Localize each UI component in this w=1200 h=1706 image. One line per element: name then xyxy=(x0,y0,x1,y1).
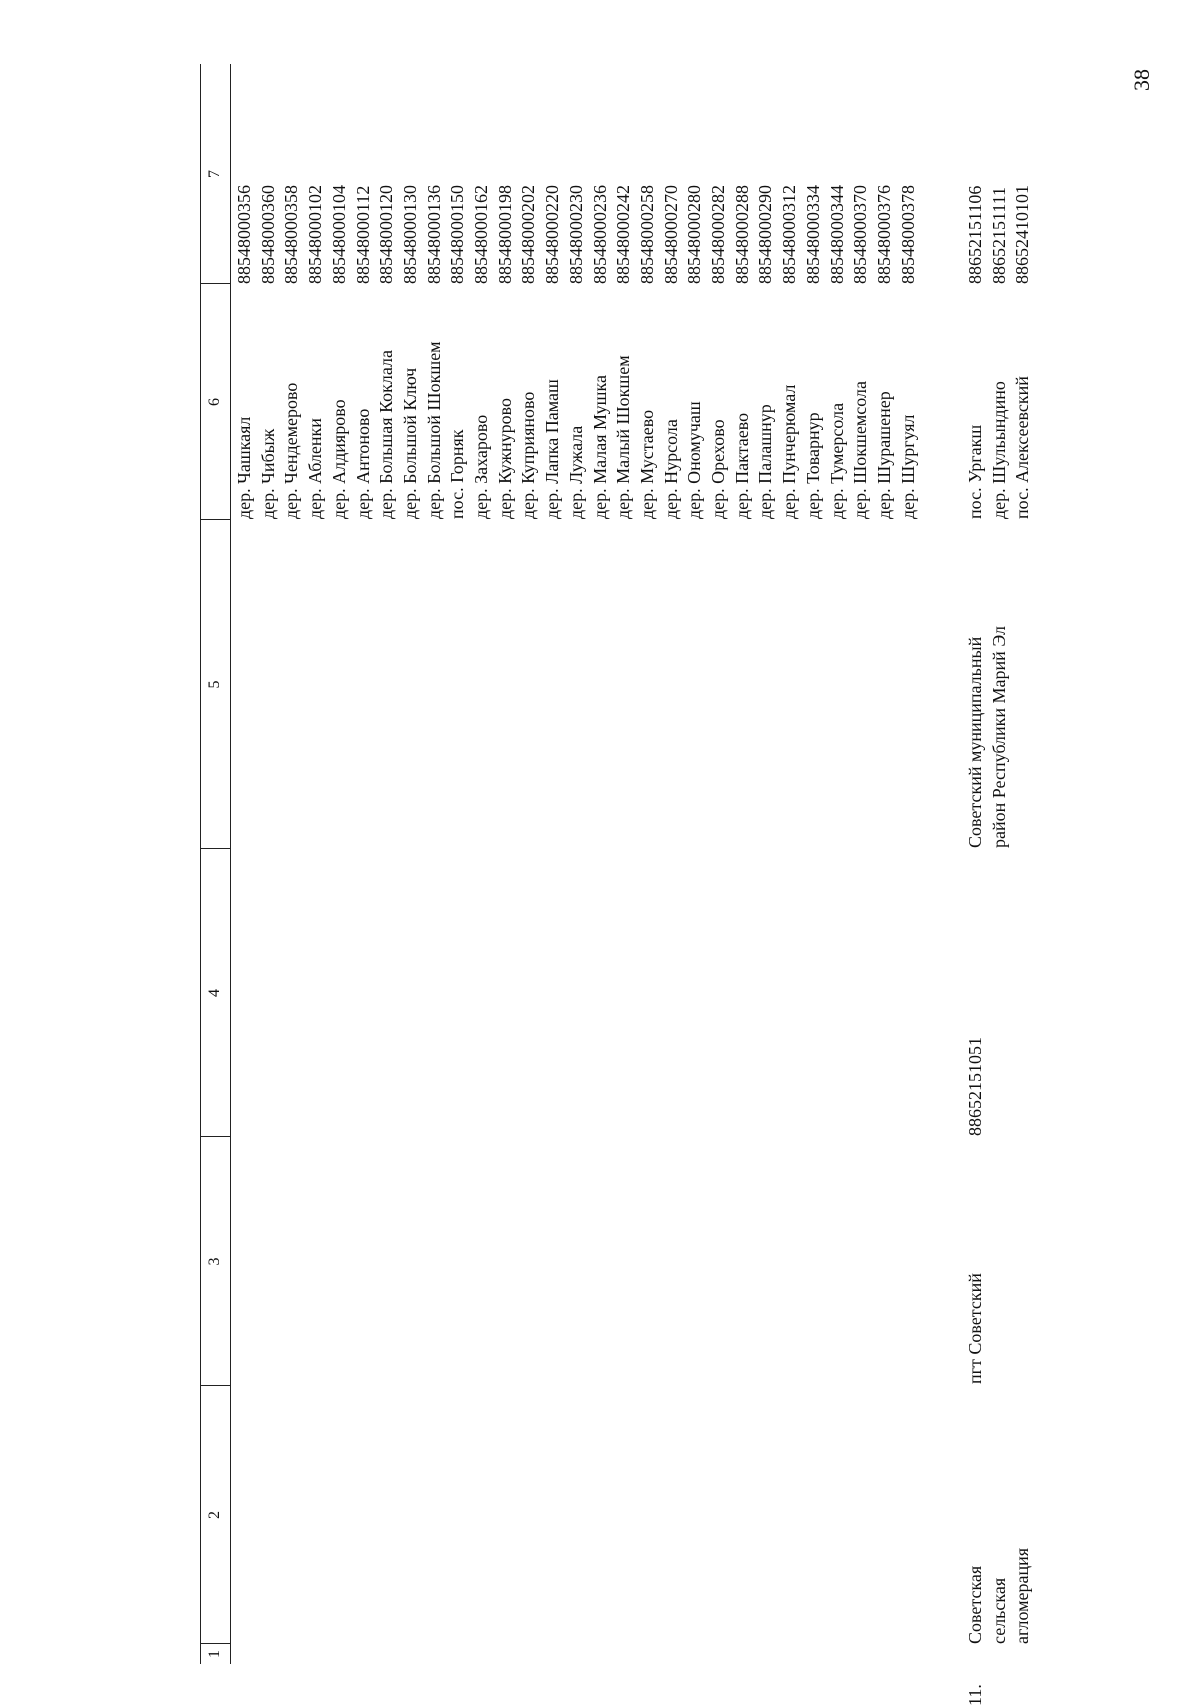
agglomeration-name-line: сельская xyxy=(988,1577,1009,1644)
settlement-code: 88548000104 xyxy=(328,185,349,284)
settlement-code: 88548000378 xyxy=(897,185,918,284)
settlement-name: дер. Орехово xyxy=(708,419,729,519)
settlement-code: 88548000202 xyxy=(518,185,539,284)
settlement-code: 88548000220 xyxy=(542,185,563,284)
row-number: 11. xyxy=(965,1684,985,1706)
settlement-code: 88548000242 xyxy=(613,185,634,284)
settlement-code: 88548000112 xyxy=(352,185,373,284)
settlement-name: дер. Тумерсола xyxy=(826,402,847,519)
settlement-name: дер. Палашнур xyxy=(755,404,776,519)
settlement-name: дер. Большая Коклала xyxy=(376,349,397,519)
column-number-1: 1 xyxy=(206,1650,223,1658)
settlement-code: 88652151106 xyxy=(965,185,985,284)
center-name: пгт Советский xyxy=(965,1273,985,1384)
settlement-code: 88548000198 xyxy=(494,185,515,284)
settlement-code: 88548000150 xyxy=(447,185,468,284)
settlement-name: дер. Пунчерюмал xyxy=(779,384,800,519)
settlement-code: 88548000288 xyxy=(731,185,752,284)
settlement-name: дер. Большой Шокшем xyxy=(423,341,444,519)
district-name-line: Советский муниципальный xyxy=(965,636,985,848)
district-name-line: район Республики Марий Эл xyxy=(988,626,1009,848)
agglomeration-name-line: Советская xyxy=(965,1565,985,1644)
column-number-6: 6 xyxy=(206,398,223,406)
agglomeration-name xyxy=(964,1548,1035,1644)
center-code: 88652151051 xyxy=(965,1037,985,1136)
settlement-code: 88652151111 xyxy=(988,187,1009,284)
settlement-code: 88548000162 xyxy=(471,185,492,284)
settlement-code: 88548000120 xyxy=(376,185,397,284)
settlement-code-list xyxy=(233,185,920,284)
settlement-name: дер. Абленки xyxy=(305,418,326,519)
settlement-code: 88548000130 xyxy=(399,185,420,284)
settlement-name: дер. Чендемерово xyxy=(281,382,302,519)
district-name xyxy=(964,626,1011,848)
page-number: 38 xyxy=(1129,69,1154,91)
column-number-7: 7 xyxy=(206,170,223,178)
settlement-name: пос. Алексеевский xyxy=(1012,376,1033,519)
settlement-name: дер. Малый Шокшем xyxy=(613,355,634,519)
settlement-code: 88548000290 xyxy=(755,185,776,284)
settlement-code: 88548000270 xyxy=(660,185,681,284)
column-number-4: 4 xyxy=(206,989,223,997)
column-number-2: 2 xyxy=(206,1511,223,1519)
settlement-name: дер. Лапка Памаш xyxy=(542,379,563,519)
settlement-name: дер. Пактаево xyxy=(731,412,752,519)
landscape-table xyxy=(200,64,1100,1706)
column-number-3: 3 xyxy=(206,1257,223,1266)
settlement-code: 88548000370 xyxy=(850,185,871,284)
settlement-name: дер. Куприяново xyxy=(518,391,539,519)
settlement-name: дер. Шокшемсола xyxy=(850,380,871,519)
settlement-name: дер. Лужала xyxy=(565,425,586,519)
settlement-code: 88548000258 xyxy=(636,185,657,284)
header-bottom-rule xyxy=(230,64,231,1664)
settlement-list xyxy=(964,376,1035,519)
settlement-code: 88548000344 xyxy=(826,185,847,284)
settlement-code: 88548000230 xyxy=(565,185,586,284)
settlement-code: 88548000236 xyxy=(589,185,610,284)
settlement-name: дер. Шульындино xyxy=(988,381,1009,519)
settlement-name: дер. Ономучаш xyxy=(684,401,705,519)
settlement-code: 88548000136 xyxy=(423,185,444,284)
settlement-code: 88548000358 xyxy=(281,185,302,284)
settlement-code: 88652410101 xyxy=(1012,185,1033,284)
column-number-5: 5 xyxy=(206,680,223,689)
header-top-rule xyxy=(200,64,201,1664)
settlement-name: дер. Антоново xyxy=(352,408,373,519)
settlement-code: 88548000356 xyxy=(234,185,254,284)
settlement-name: дер. Большой Ключ xyxy=(399,367,420,519)
settlement-list xyxy=(233,341,920,519)
settlement-code-list xyxy=(964,185,1035,284)
settlement-code: 88548000102 xyxy=(305,185,326,284)
settlement-code: 88548000376 xyxy=(873,185,894,284)
settlement-name: дер. Алдиярово xyxy=(328,399,349,519)
settlement-name: дер. Захарово xyxy=(471,414,492,519)
settlement-name: дер. Нурсола xyxy=(660,419,681,519)
settlement-name: дер. Товарнур xyxy=(802,412,823,519)
settlement-name: пос. Горняк xyxy=(447,429,468,519)
settlement-code: 88548000312 xyxy=(779,185,800,284)
settlement-name: дер. Чибыж xyxy=(257,428,278,519)
settlement-code: 88548000360 xyxy=(257,185,278,284)
settlement-code: 88548000334 xyxy=(802,185,823,284)
settlement-name: дер. Шурашенер xyxy=(873,391,894,519)
settlement-name: дер. Кужнурово xyxy=(494,397,515,519)
agglomeration-name-line: агломерация xyxy=(1012,1547,1033,1644)
settlement-name: пос. Ургакш xyxy=(965,424,985,519)
settlement-name: дер. Малая Мушка xyxy=(589,375,610,519)
settlement-name: дер. Мустаево xyxy=(636,409,657,519)
settlement-name: дер. Шургуял xyxy=(897,414,918,519)
settlement-code: 88548000282 xyxy=(708,185,729,284)
settlement-name: дер. Чашкаял xyxy=(234,416,254,519)
settlement-code: 88548000280 xyxy=(684,185,705,284)
